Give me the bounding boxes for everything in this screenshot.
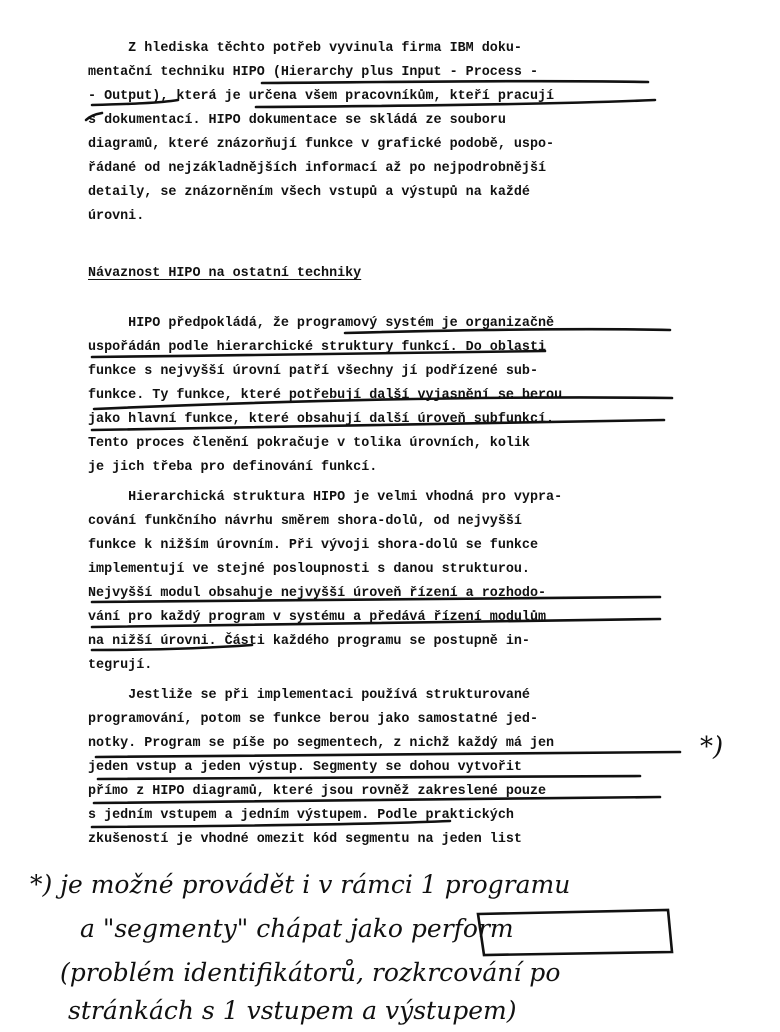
margin-asterisk-note: *) bbox=[700, 732, 724, 762]
text-line: zkušeností je vhodné omezit kód segmentu na jeden list bbox=[88, 832, 522, 847]
text-line: Nejvyšší modul obsahuje nejvyšší úroveň řízení a rozhodo- bbox=[88, 586, 547, 601]
underline-stroke bbox=[92, 821, 450, 827]
text-line: uspořádán podle hierarchické struktury funkcí. Do oblasti bbox=[88, 340, 547, 355]
underline-stroke bbox=[92, 351, 545, 357]
underline-stroke bbox=[94, 797, 660, 803]
text-line: Jestliže se při implementaci používá strukturované bbox=[88, 688, 530, 703]
text-line: Z hlediska těchto potřeb vyvinula firma IBM doku- bbox=[88, 41, 522, 56]
text-line: notky. Program se píše po segmentech, z nichž každý má jen bbox=[88, 736, 555, 751]
text-line: s jedním vstupem a jedním výstupem. Podle praktických bbox=[88, 808, 514, 823]
text-line: detaily, se znázorněním všech vstupů a výstupů na každé bbox=[88, 185, 530, 200]
underline-stroke bbox=[262, 81, 648, 83]
section-heading: Návaznost HIPO na ostatní techniky bbox=[88, 266, 362, 281]
text-line: s dokumentací. HIPO dokumentace se skládá ze souboru bbox=[88, 113, 506, 128]
underline-stroke bbox=[86, 113, 102, 120]
text-line: funkce s nejvyšší úrovní patří všechny jí podřízené sub- bbox=[88, 364, 538, 379]
text-line: přímo z HIPO diagramů, které jsou rovněž zakreslené pouze bbox=[88, 784, 547, 799]
underline-stroke bbox=[92, 100, 178, 105]
text-line: funkce k nižším úrovním. Při vývoji shora-dolů se funkce bbox=[88, 538, 538, 553]
text-line: HIPO předpokládá, že programový systém je organizačně bbox=[88, 316, 555, 331]
text-line: řádané od nejzákladnějších informací až po nejpodrobnější bbox=[88, 161, 547, 176]
underline-stroke bbox=[92, 420, 664, 430]
text-line: Tento proces členění pokračuje v tolika úrovních, kolik bbox=[88, 436, 530, 451]
text-line: implementují ve stejné posloupnosti s danou strukturou. bbox=[88, 562, 530, 577]
text-line: mentační techniku HIPO (Hierarchy plus Input - Process - bbox=[88, 65, 538, 80]
text-line: diagramů, které znázorňují funkce v grafické podobě, uspo- bbox=[88, 137, 555, 152]
underline-stroke bbox=[96, 752, 680, 757]
handwritten-line: (problém identifikátorů, rozkrcování po bbox=[60, 958, 561, 987]
underline-stroke bbox=[94, 397, 672, 409]
underline-stroke bbox=[92, 645, 252, 650]
text-line: úrovni. bbox=[88, 209, 145, 224]
text-line: na nižší úrovni. Části každého programu se postupně in- bbox=[88, 634, 530, 649]
underline-stroke bbox=[256, 100, 655, 107]
text-line: vání pro každý program v systému a předává řízení modulům bbox=[88, 610, 547, 625]
text-line: jeden vstup a jeden výstup. Segmenty se dohou vytvořit bbox=[88, 760, 522, 775]
text-line: jako hlavní funkce, které obsahují další úroveň subfunkcí. bbox=[88, 412, 555, 427]
underline-stroke bbox=[92, 619, 660, 627]
handwritten-line: *) je možné provádět i v rámci 1 programu bbox=[30, 870, 571, 899]
underline-stroke bbox=[98, 776, 640, 779]
text-line: - Output), která je určena všem pracovníkům, kteří pracují bbox=[88, 89, 555, 104]
text-line: Hierarchická struktura HIPO je velmi vhodná pro vypra- bbox=[88, 490, 563, 505]
text-line: tegrují. bbox=[88, 658, 153, 673]
underline-stroke bbox=[92, 597, 660, 602]
perform-box bbox=[478, 910, 672, 955]
text-line: cování funkčního návrhu směrem shora-dolů, od nejvyšší bbox=[88, 514, 522, 529]
underline-stroke bbox=[345, 329, 670, 333]
handwritten-line: stránkách s 1 vstupem a výstupem) bbox=[68, 996, 517, 1025]
text-line: funkce. Ty funkce, které potřebují další vyjasnění se berou bbox=[88, 388, 563, 403]
text-line: programování, potom se funkce berou jako samostatné jed- bbox=[88, 712, 538, 727]
handwritten-line: a "segmenty" chápat jako perform bbox=[80, 914, 514, 943]
text-line: je jich třeba pro definování funkcí. bbox=[88, 460, 378, 475]
